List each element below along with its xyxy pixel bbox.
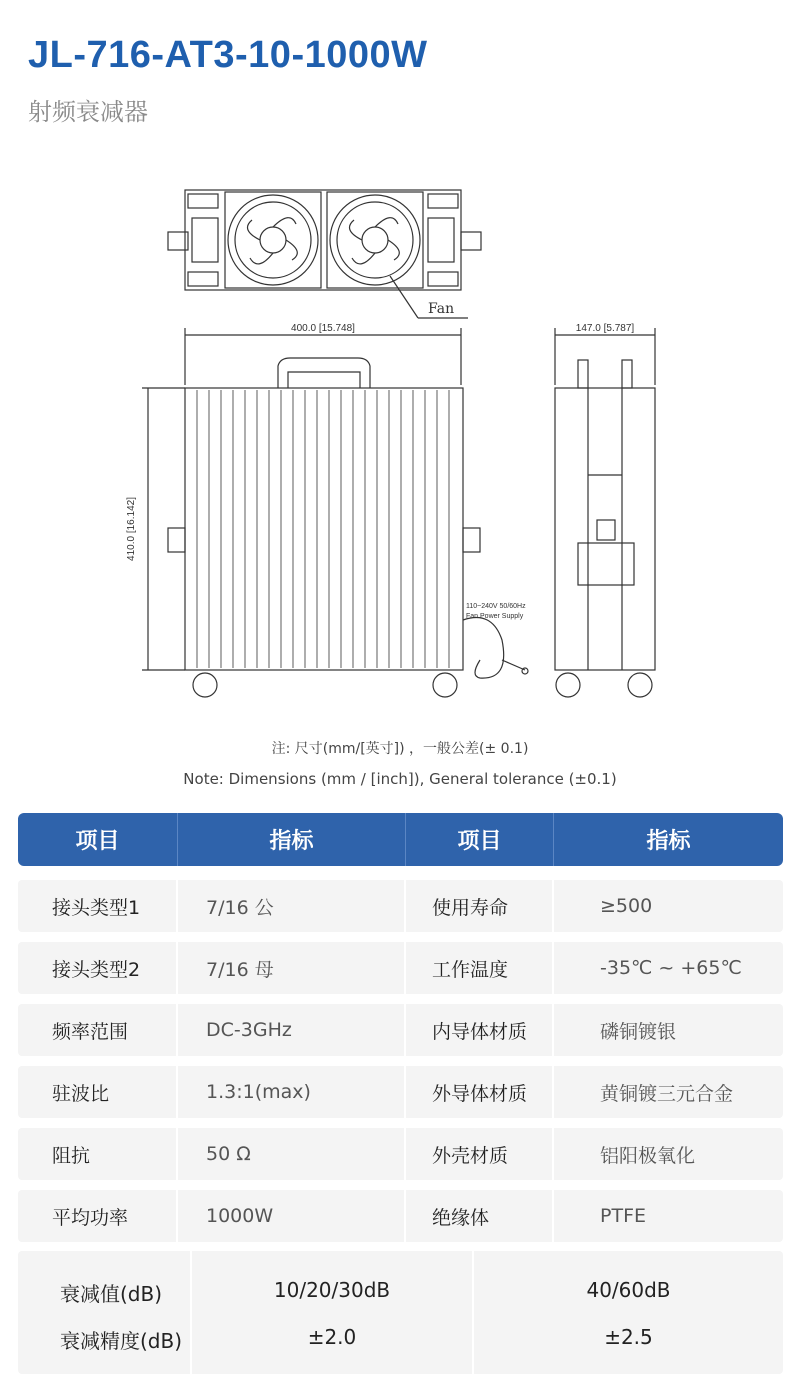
front-view-body xyxy=(185,388,463,670)
attenuation-value-a: 10/20/30dB xyxy=(273,1278,391,1302)
row-value: -35℃ ~ +65℃ xyxy=(600,957,742,979)
dimension-note-cn: 注: 尺寸(mm/[英寸]) ，一般公差(± 0.1) xyxy=(271,741,529,757)
svg-text:Fan Power Supply: Fan Power Supply xyxy=(466,613,524,620)
row-value: 磷铜镀银 xyxy=(600,1020,677,1043)
header-item-1: 项目 xyxy=(18,813,178,866)
svg-text:400.0 [15.748]: 400.0 [15.748] xyxy=(291,323,355,334)
svg-text:410.0 [16.142]: 410.0 [16.142] xyxy=(126,497,137,561)
table-row xyxy=(18,942,783,994)
fan-right xyxy=(330,195,420,285)
header-spec-1: 指标 xyxy=(178,813,406,866)
row-label: 平均功率 xyxy=(18,1190,178,1242)
row-label: 内导体材质 xyxy=(406,1004,554,1056)
header-spec-2: 指标 xyxy=(646,829,691,854)
dimension-note-en: Note: Dimensions (mm / [inch]), General tolerance (±0.1) xyxy=(183,770,617,788)
product-subtitle: 射频衰减器 xyxy=(28,98,148,126)
connector-block xyxy=(578,543,634,585)
attenuation-value-b: 40/60dB xyxy=(586,1278,671,1302)
product-title: JL-716-AT3-10-1000W xyxy=(28,34,428,76)
row-label: 驻波比 xyxy=(18,1066,178,1118)
fan-left xyxy=(228,195,318,285)
row-value: 黄铜镀三元合金 xyxy=(600,1082,734,1105)
table-row xyxy=(18,1190,783,1242)
row-value: 铝阳极氧化 xyxy=(600,1144,696,1167)
row-value: PTFE xyxy=(600,1205,646,1227)
attenuation-table xyxy=(18,1251,783,1374)
row-label: 频率范围 xyxy=(18,1004,178,1056)
row-label: 绝缘体 xyxy=(406,1190,554,1242)
svg-text:Fan: Fan xyxy=(428,301,455,317)
dimension-drawing xyxy=(120,180,700,710)
table-row xyxy=(18,1066,783,1118)
row-value: ≥500 xyxy=(600,895,653,917)
side-view-body xyxy=(555,388,655,670)
attenuation-precision-label: 衰减精度(dB) xyxy=(60,1329,183,1353)
row-value: 7/16 公 xyxy=(178,880,406,932)
row-label: 接头类型2 xyxy=(18,942,178,994)
row-label: 外导体材质 xyxy=(406,1066,554,1118)
table-row xyxy=(18,1128,783,1180)
row-label: 工作温度 xyxy=(406,942,554,994)
row-value: 1000W xyxy=(178,1190,406,1242)
row-value: 1.3:1(max) xyxy=(178,1066,406,1118)
attenuation-precision-b: ±2.5 xyxy=(604,1325,653,1349)
attenuation-precision-a: ±2.0 xyxy=(307,1325,357,1349)
header-item-2: 项目 xyxy=(406,813,554,866)
table-row xyxy=(18,880,783,932)
svg-text:110~240V 50/60Hz: 110~240V 50/60Hz xyxy=(466,603,526,610)
row-label: 使用寿命 xyxy=(406,880,554,932)
handle xyxy=(278,358,370,388)
row-value: 7/16 母 xyxy=(178,942,406,994)
wheel xyxy=(193,673,217,697)
row-value: DC-3GHz xyxy=(178,1004,406,1056)
spec-table-header xyxy=(18,813,783,866)
row-label: 外壳材质 xyxy=(406,1128,554,1180)
table-row xyxy=(18,1004,783,1056)
row-label: 阻抗 xyxy=(18,1128,178,1180)
row-label: 接头类型1 xyxy=(18,880,178,932)
attenuation-value-label: 衰减值(dB) xyxy=(60,1282,163,1306)
row-value: 50 Ω xyxy=(178,1128,406,1180)
svg-text:147.0 [5.787]: 147.0 [5.787] xyxy=(575,323,635,334)
